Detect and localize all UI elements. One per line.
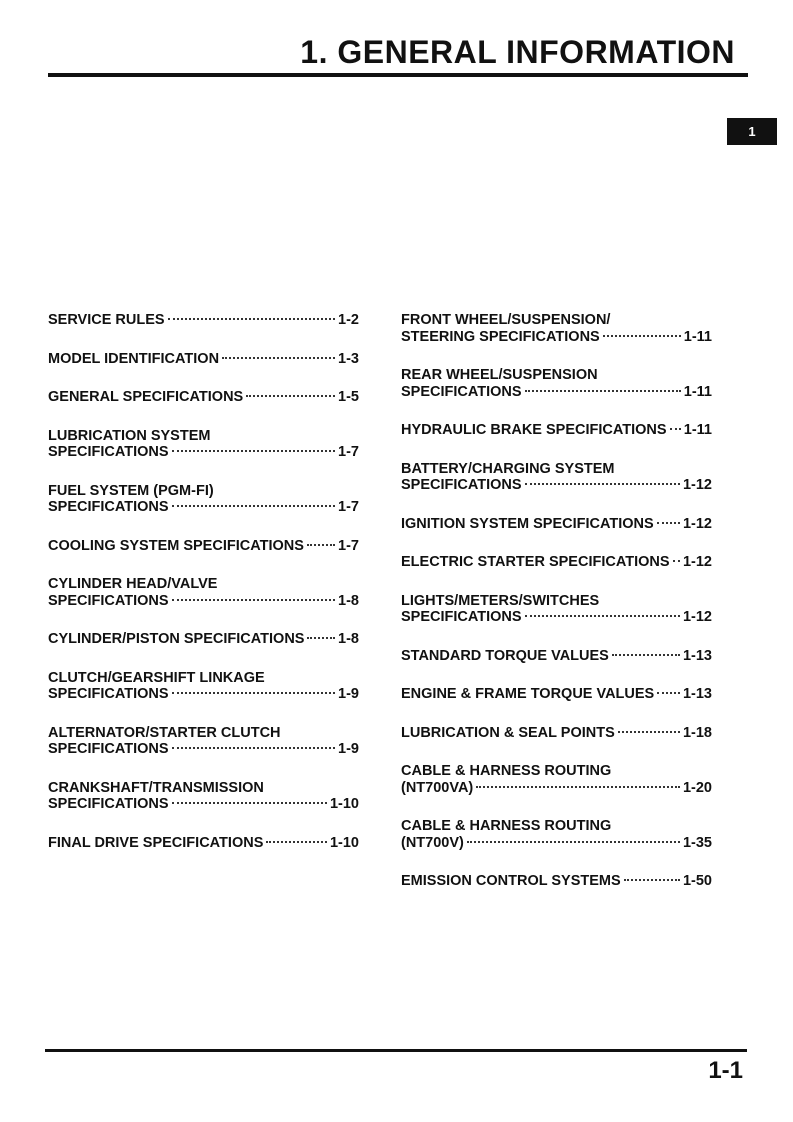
toc-page-number: 1-13 bbox=[682, 686, 712, 702]
toc-page-number: 1-50 bbox=[682, 873, 712, 889]
toc-page-number: 1-12 bbox=[682, 609, 712, 625]
dot-leader bbox=[612, 654, 680, 656]
toc-entry[interactable] bbox=[48, 631, 359, 648]
dot-leader bbox=[525, 615, 680, 617]
toc-entry-text: CYLINDER/PISTON SPECIFICATIONS bbox=[48, 631, 305, 647]
toc-entry-text: FINAL DRIVE SPECIFICATIONS bbox=[48, 834, 264, 851]
dot-leader bbox=[172, 450, 335, 452]
dot-leader bbox=[222, 357, 335, 359]
footer-page-number: 1-1 bbox=[708, 1057, 743, 1084]
toc-entry-text: SPECIFICATIONS bbox=[401, 609, 522, 625]
toc-entry-text: MODEL IDENTIFICATION bbox=[48, 350, 220, 367]
toc-page-number: 1-12 bbox=[682, 554, 712, 570]
dot-leader bbox=[673, 560, 680, 562]
dot-leader bbox=[618, 731, 680, 733]
toc-page-number: 1-11 bbox=[683, 328, 712, 345]
toc-entry-text: SERVICE RULES bbox=[48, 312, 165, 328]
toc-page-number: 1-35 bbox=[682, 834, 712, 851]
toc-entry[interactable] bbox=[48, 483, 359, 516]
toc-page-number: 1-7 bbox=[338, 444, 359, 460]
toc-entry[interactable] bbox=[48, 389, 359, 406]
toc-entry-text: SPECIFICATIONS bbox=[401, 477, 522, 493]
toc-entry-text: LUBRICATION & SEAL POINTS bbox=[401, 724, 615, 741]
dot-leader bbox=[307, 637, 335, 639]
toc-left-column bbox=[48, 312, 359, 873]
toc-entry-text: SPECIFICATIONS bbox=[48, 796, 169, 812]
toc-entry-text: EMISSION CONTROL SYSTEMS bbox=[401, 873, 621, 889]
dot-leader bbox=[657, 692, 680, 694]
toc-entry[interactable] bbox=[401, 516, 712, 533]
toc-entry[interactable] bbox=[401, 422, 712, 439]
toc-entry-heading: LIGHTS/METERS/SWITCHES bbox=[401, 592, 600, 609]
toc-entry-heading: CLUTCH/GEARSHIFT LINKAGE bbox=[48, 669, 265, 686]
toc-page-number: 1-11 bbox=[683, 422, 712, 438]
toc-entry-text: GENERAL SPECIFICATIONS bbox=[48, 389, 244, 405]
toc-entry-heading: FUEL SYSTEM (PGM-FI) bbox=[48, 482, 214, 499]
toc-entry[interactable] bbox=[401, 725, 712, 742]
toc-page-number: 1-3 bbox=[338, 350, 359, 367]
toc-page-number: 1-8 bbox=[338, 592, 359, 609]
dot-leader bbox=[624, 879, 680, 881]
toc-entry[interactable] bbox=[401, 818, 712, 851]
toc-page-number: 1-11 bbox=[683, 383, 712, 400]
toc-entry-text: SPECIFICATIONS bbox=[48, 592, 169, 609]
chapter-tab[interactable]: 1 bbox=[727, 118, 777, 145]
toc-entry-heading: ALTERNATOR/STARTER CLUTCH bbox=[48, 724, 281, 741]
toc-entry[interactable] bbox=[48, 835, 359, 852]
dot-leader bbox=[476, 786, 680, 788]
toc-right-column bbox=[401, 312, 712, 912]
toc-page-number: 1-12 bbox=[682, 477, 712, 493]
dot-leader bbox=[172, 747, 335, 749]
toc-entry-text: IGNITION SYSTEM SPECIFICATIONS bbox=[401, 515, 654, 532]
toc-entry-text: SPECIFICATIONS bbox=[48, 686, 169, 702]
dot-leader bbox=[670, 428, 681, 430]
toc-entry[interactable] bbox=[401, 763, 712, 796]
toc-entry-text: SPECIFICATIONS bbox=[48, 444, 169, 460]
footer-rule bbox=[45, 1049, 747, 1052]
toc-entry-heading: REAR WHEEL/SUSPENSION bbox=[401, 367, 598, 383]
toc-entry-text: (NT700VA) bbox=[401, 779, 474, 796]
toc-page-number: 1-13 bbox=[682, 647, 712, 664]
dot-leader bbox=[246, 395, 335, 397]
toc-entry-text: HYDRAULIC BRAKE SPECIFICATIONS bbox=[401, 422, 667, 438]
toc-page-number: 1-9 bbox=[338, 741, 359, 757]
toc-page-number: 1-9 bbox=[338, 686, 359, 702]
toc-entry-text: SPECIFICATIONS bbox=[401, 383, 522, 400]
toc-entry[interactable] bbox=[401, 312, 712, 345]
dot-leader bbox=[525, 390, 681, 392]
toc-entry[interactable] bbox=[48, 312, 359, 329]
toc-entry-text: ENGINE & FRAME TORQUE VALUES bbox=[401, 686, 655, 702]
toc-entry[interactable] bbox=[48, 576, 359, 609]
toc-entry[interactable] bbox=[401, 686, 712, 703]
toc-entry[interactable] bbox=[48, 538, 359, 555]
toc-entry-text: STANDARD TORQUE VALUES bbox=[401, 647, 609, 664]
page-title: 1. GENERAL INFORMATION bbox=[300, 34, 735, 70]
toc-entry-heading: CRANKSHAFT/TRANSMISSION bbox=[48, 779, 264, 796]
dot-leader bbox=[172, 692, 335, 694]
toc-entry[interactable] bbox=[48, 351, 359, 368]
toc-page-number: 1-12 bbox=[682, 515, 712, 532]
toc-entry[interactable] bbox=[48, 428, 359, 461]
toc-entry[interactable] bbox=[401, 367, 712, 400]
toc-entry-text: SPECIFICATIONS bbox=[48, 499, 169, 515]
dot-leader bbox=[603, 335, 681, 337]
dot-leader bbox=[467, 841, 680, 843]
toc-entry-text: COOLING SYSTEM SPECIFICATIONS bbox=[48, 537, 304, 554]
toc-page-number: 1-5 bbox=[338, 389, 359, 405]
toc-page-number: 1-7 bbox=[338, 499, 359, 515]
toc-entry[interactable] bbox=[401, 593, 712, 626]
toc-entry-heading: CYLINDER HEAD/VALVE bbox=[48, 576, 218, 592]
toc-entry[interactable] bbox=[401, 873, 712, 890]
toc-entry[interactable] bbox=[48, 780, 359, 813]
toc-entry-heading: CABLE & HARNESS ROUTING bbox=[401, 818, 612, 834]
toc-entry-heading: CABLE & HARNESS ROUTING bbox=[401, 763, 612, 779]
dot-leader bbox=[172, 505, 335, 507]
toc-page-number: 1-20 bbox=[682, 779, 712, 796]
toc-entry[interactable] bbox=[401, 554, 712, 571]
toc-entry-heading: FRONT WHEEL/SUSPENSION/ bbox=[401, 312, 611, 328]
dot-leader bbox=[172, 599, 335, 601]
toc-entry-heading: LUBRICATION SYSTEM bbox=[48, 427, 211, 444]
toc-entry-heading: BATTERY/CHARGING SYSTEM bbox=[401, 460, 615, 477]
toc-entry-text: SPECIFICATIONS bbox=[48, 741, 169, 757]
toc-page-number: 1-2 bbox=[338, 312, 359, 328]
dot-leader bbox=[168, 318, 335, 320]
dot-leader bbox=[172, 802, 327, 804]
toc-entry[interactable] bbox=[401, 648, 712, 665]
title-rule bbox=[48, 73, 748, 77]
toc-page-number: 1-18 bbox=[682, 724, 712, 741]
dot-leader bbox=[525, 483, 680, 485]
dot-leader bbox=[266, 841, 327, 843]
toc-page-number: 1-10 bbox=[329, 834, 359, 851]
dot-leader bbox=[657, 522, 680, 524]
toc-page-number: 1-10 bbox=[329, 796, 359, 812]
toc-page-number: 1-8 bbox=[338, 631, 359, 647]
dot-leader bbox=[307, 544, 335, 546]
toc-entry[interactable] bbox=[401, 461, 712, 494]
toc-entry[interactable] bbox=[48, 670, 359, 703]
toc-entry-text: (NT700V) bbox=[401, 834, 464, 851]
toc-page-number: 1-7 bbox=[338, 537, 359, 554]
toc-entry-text: ELECTRIC STARTER SPECIFICATIONS bbox=[401, 554, 670, 570]
toc-entry[interactable] bbox=[48, 725, 359, 758]
toc-entry-text: STEERING SPECIFICATIONS bbox=[401, 328, 600, 345]
